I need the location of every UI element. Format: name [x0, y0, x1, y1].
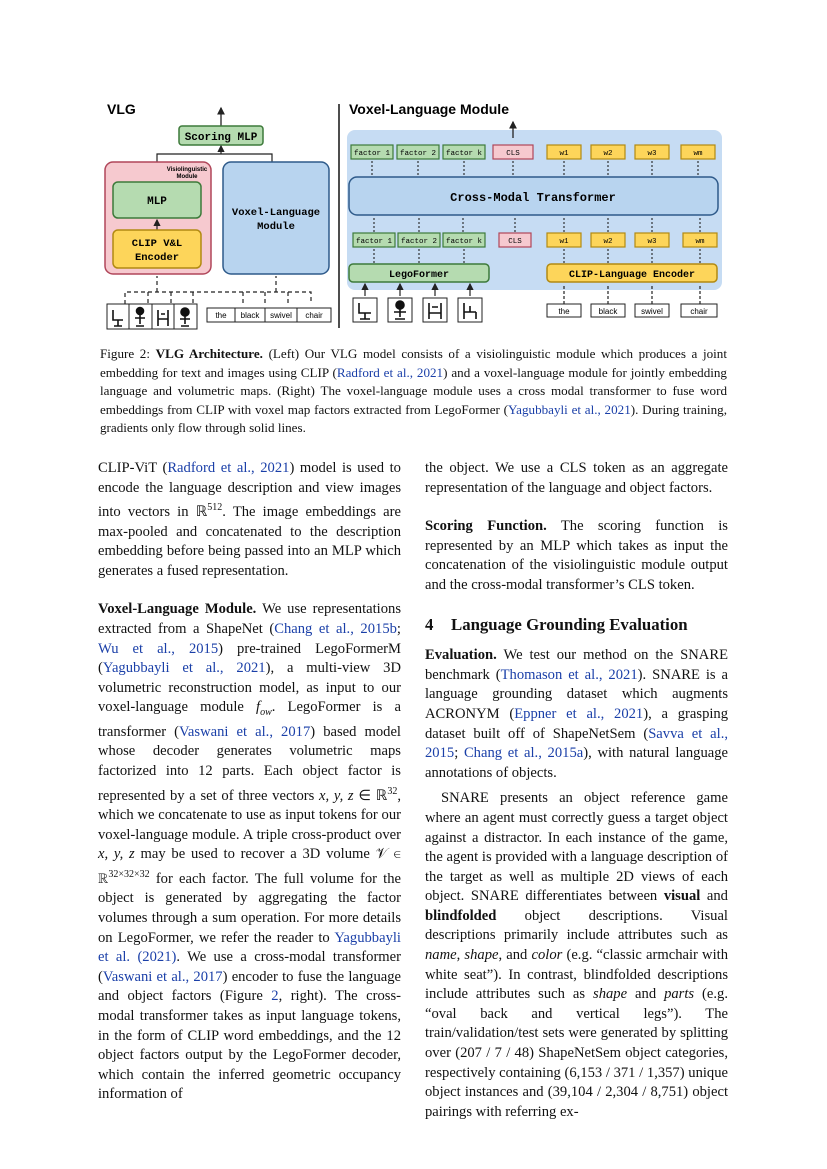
citation-link[interactable]: Wu et al., 2015 [98, 640, 219, 657]
left-word-boxes [207, 308, 331, 322]
left-chair-images [107, 304, 197, 329]
paragraph-heading: Voxel-Language Module. [98, 601, 257, 618]
text: . LegoFormer is a transformer ( [98, 699, 401, 740]
left-word-token: chair [305, 311, 323, 320]
citation-link[interactable]: Savva et al., 2015 [425, 725, 728, 762]
math-symbol: f [256, 699, 261, 716]
top-word-label: wm [693, 150, 703, 158]
caption-label: Figure 2: [100, 346, 150, 361]
top-word-label: w1 [559, 150, 569, 158]
superscript: 32×32×32 [108, 868, 150, 880]
text: ) based model whose decoder generates volumetric maps factorized into 12 parts. Each object factor is represented by a set of three vectors [98, 723, 401, 804]
scoring-mlp-label: Scoring MLP [184, 132, 258, 144]
paragraph [425, 789, 728, 1122]
italic-term: name [425, 947, 457, 964]
paragraph [425, 517, 728, 595]
section-title: Language Grounding Evaluation [451, 614, 688, 634]
citation-link[interactable]: Yagubbayli et al., 2021 [102, 660, 266, 677]
clip-language-encoder-label: CLIP-Language Encoder [568, 270, 696, 281]
left-word-token: swivel [270, 311, 292, 320]
text: ) pre-trained LegoFormerM ( [98, 640, 402, 677]
section-heading [425, 615, 728, 635]
text: , and [498, 947, 532, 964]
math-subscript: ow [260, 707, 272, 719]
text: object descriptions. Visual descriptions primarily include attributes such as [425, 907, 728, 944]
citation-link[interactable]: Vaswani et al., 2017 [179, 723, 311, 740]
citation-link[interactable]: Eppner et al., 2021 [514, 705, 644, 722]
mlp-label: MLP [147, 196, 167, 208]
math-symbol: x, y, z [98, 846, 135, 863]
citation-link[interactable]: Thomason et al., 2021 [500, 666, 638, 683]
text: ), with natural language annotations of objects. [425, 745, 728, 781]
right-word-token: swivel [641, 307, 663, 316]
left-word-token: the [215, 311, 227, 320]
text: ∈ ℝ [353, 787, 388, 804]
svg-text:Module: Module [176, 174, 198, 180]
voxel-language-title: Voxel-Language Module [349, 101, 509, 117]
paragraph-heading: Scoring Function. [425, 518, 547, 535]
text: CLIP-ViT ( [98, 460, 168, 476]
bottom-word-label: w1 [559, 238, 569, 246]
bottom-word-label: w2 [603, 238, 613, 246]
text: ) encoder to fuse the language and object factors (Figure [98, 968, 401, 1005]
citation-link[interactable]: Yagubbayli et al., 2021 [508, 401, 631, 417]
right-word-token: the [558, 307, 570, 316]
figure-caption [100, 345, 727, 438]
text: ; [454, 745, 464, 762]
text: may be used to recover a 3D volume 𝒱 ∈ ℝ [98, 846, 401, 887]
text: (e.g. “oval back and vertical legs”). The train/validation/test sets were generated by splitting over (207 / 7 / 48) ShapeNetSem object categories, respectively containing (6,153 / 371 / 1,357) unique object instances and (39,104 / 2,304 / 8,751) object pairings with referring ex- [425, 986, 728, 1120]
text: ) model is used to encode the language description and view images into vectors in ℝ [98, 460, 401, 521]
text: ; [396, 621, 401, 638]
citation-link[interactable]: Yagubbayli et al. (2021) [98, 929, 401, 966]
text: SNARE presents an object reference game where an agent must correctly guess a target object against a distractor. In each instance of the game, the agent is provided with a language description of the target as well as multiple 2D views of each object. SNARE differentiates between [425, 790, 728, 905]
paragraph [98, 600, 401, 1104]
text: (e.g. “classic armchair with white seat”). In contrast, blindfolded descriptions include attributes such as [425, 947, 728, 1003]
caption-text: (Left) Our VLG model consists of a visiolinguistic module which produces a joint embedding for text and images using CLIP ( [100, 346, 727, 380]
voxel-language-label-1: Voxel-Language [231, 207, 321, 219]
section-number: 4 [425, 614, 434, 634]
bold-term: blindfolded [425, 907, 497, 924]
right-word-token: black [598, 307, 618, 316]
paragraph [98, 459, 401, 581]
vlg-title: VLG [107, 101, 136, 117]
voxel-language-label-2: Module [257, 221, 295, 233]
bold-term: visual [663, 888, 701, 905]
superscript: 512 [207, 502, 223, 514]
italic-term: shape [593, 986, 628, 1003]
text: We use representations extracted from a ShapeNet ( [98, 601, 401, 638]
clip-encoder-label-1: CLIP V&L [131, 238, 183, 250]
italic-term: color [531, 947, 563, 964]
italic-term: parts [664, 986, 695, 1003]
left-word-token: black [240, 311, 260, 320]
citation-link[interactable]: Radford et al., 2021 [167, 460, 290, 476]
text: , [456, 947, 465, 964]
bottom-word-label: w3 [647, 238, 657, 246]
caption-text: ) and a voxel-language module for jointly embedding language and volumetric maps. (Right) The voxel-language module uses a cross modal transformer to fuse word embeddings from CLIP with voxel map factors extracted from LegoFormer ( [100, 364, 727, 417]
text: , right). The cross-modal transformer takes as input language tokens, in the form of CLIP word embeddings, and the 12 object factors output by the LegoFormer decoder, which contain the inferred geometric occupancy information of [98, 988, 401, 1103]
clip-encoder-label-2: Encoder [134, 252, 180, 264]
visiolinguistic-module-label: Visiolinguistic [166, 167, 208, 173]
top-cls-label: CLS [506, 150, 520, 158]
bottom-factor-label: factor 2 [400, 238, 438, 246]
paragraph [425, 646, 728, 783]
bottom-factor-label: factor k [445, 238, 483, 246]
bottom-cls-label: CLS [508, 238, 522, 246]
italic-term: shape [464, 947, 499, 964]
text: ), a multi-view 3D volumetric reconstruction model, as input to our voxel-language module [98, 660, 401, 716]
cross-modal-transformer-label: Cross-Modal Transformer [450, 191, 616, 205]
figure-reference-link[interactable]: 2 [271, 988, 279, 1005]
text: . The image embeddings are max-pooled and concatenated to the description embedding before being passed into an MLP which generates a fused representation. [98, 504, 402, 579]
text: and [627, 986, 665, 1003]
top-factor-label: factor 2 [399, 150, 437, 158]
caption-title: VLG Architecture. [155, 346, 263, 361]
paragraph: the object. We use a CLS token as an aggregate representation of the language and object factors. [425, 460, 728, 496]
text: ), a grasping dataset built off of ShapeNetSem ( [425, 705, 729, 742]
right-word-token: chair [690, 307, 708, 316]
figure-2 [95, 96, 735, 336]
citation-link[interactable]: Chang et al., 2015b [274, 621, 397, 638]
citation-link[interactable]: Chang et al., 2015a [463, 745, 584, 762]
text: We test our method on the SNARE benchmark ( [425, 647, 728, 683]
text: The scoring function is represented by an MLP which takes as input the concatenation of the visiolinguistic module output and the cross-modal transformer’s CLS token. [425, 518, 728, 593]
superscript: 32 [387, 785, 398, 797]
text: , which we concatenate to use as input tokens for our voxel-language module. A triple cross-product over [98, 787, 401, 843]
caption-text: ). During training, gradients only flow through solid lines. [100, 401, 728, 435]
bottom-factor-label: factor 1 [355, 238, 393, 246]
text: for each factor. The full volume for the object is generated by aggregating the factor volumes through a sum operation. For more details on LegoFormer, we refer the reader to [98, 870, 401, 946]
bottom-word-label: wm [695, 238, 705, 246]
text: and [700, 888, 728, 905]
top-word-label: w3 [647, 150, 657, 158]
top-word-label: w2 [603, 150, 613, 158]
text: . We use a cross-modal transformer ( [98, 949, 401, 985]
left-column [98, 459, 401, 1105]
paragraph-heading: Evaluation. [425, 647, 497, 664]
top-factor-label: factor 1 [353, 150, 391, 158]
right-chair-images [353, 298, 482, 322]
top-factor-label: factor k [445, 150, 483, 158]
legoformer-label: LegoFormer [388, 270, 450, 281]
right-column [425, 459, 728, 1122]
citation-link[interactable]: Vaswani et al., 2017 [102, 968, 223, 985]
math-symbol: x, y, z [319, 787, 354, 804]
citation-link[interactable]: Radford et al., 2021 [336, 364, 444, 380]
text: ). SNARE is a language grounding dataset which augments ACRONYM ( [425, 666, 729, 722]
